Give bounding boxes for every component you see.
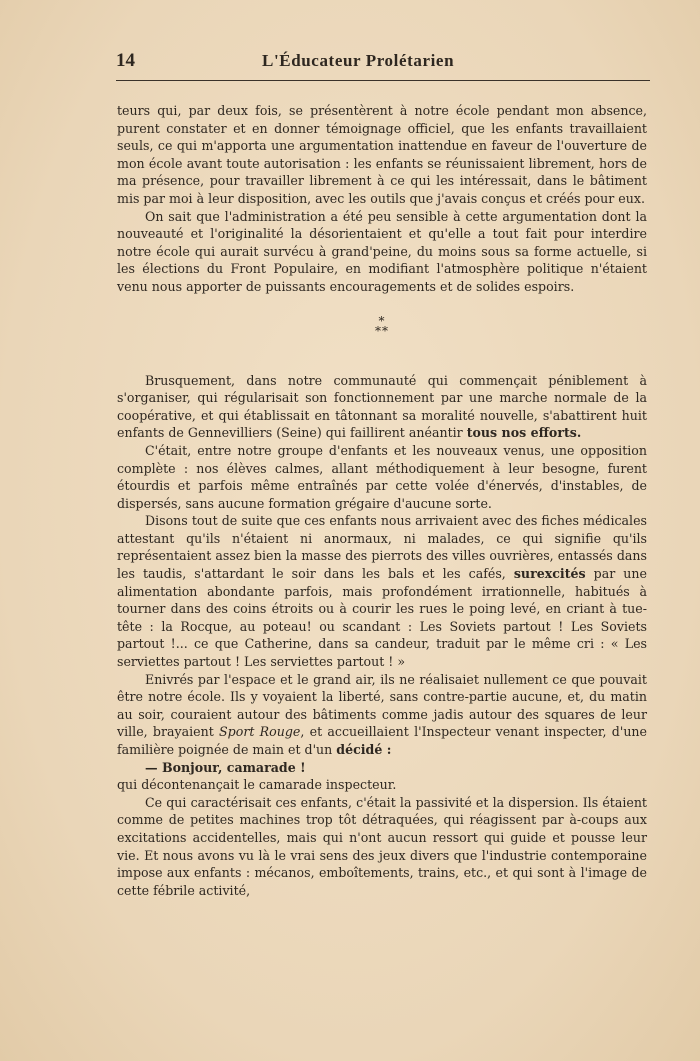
paragraph-6-bold: décidé : [336, 742, 392, 757]
paragraph-1: teurs qui, par deux fois, se présentèrent à notre école pendant mon absence, purent constater et en donner témoignage officiel, que les enfants travaillaient seuls, ce qui m'apporta une argumentation inattendue en faveur de l'ouverture de mon école avant toute autorisation : les enfants se réunissaient librement, hors de ma présence, pour travailler librement à ce qui les intéressait, dans le bâtiment mis par moi à leur disposition, avec les outils que j'avais conçus et créés pour eux. [117, 103, 647, 206]
journal-title: L'Éducateur Prolétarien [262, 51, 455, 70]
paragraph-8: qui décontenançait le camarade inspecteur. [117, 777, 397, 793]
paragraph-3-text: Brusquement, dans notre communauté qui commençait péniblement à s'organiser, qui régularisait son fonctionnement par une marche normale de la coopérative, et qui établissait en tâtonnant sa moralité nouvelle, s'abattirent huit enfants de Gennevilliers (Seine) qui faillirent anéantir [117, 372, 647, 441]
paragraph-4: C'était, entre notre groupe d'enfants et les nouveaux venus, une opposition complète : nos élèves calmes, allant méthodiquement à leur besogne, furent étourdis et parfois même entraînés par cette volée d'énervés, d'instables, de dispersés, sans aucune formation grégaire d'aucune sorte. [117, 442, 647, 511]
paragraph-6-text-a: Enivrés par l'espace et le grand air, ils ne réalisaiet nullement ce que pouvait être notre école. Ils y voyaient la liberté, sans contre-partie aucune, et, du matin au soir, couraient autour des bâtiments comme jadis autour des squares de leur ville, brayaient [117, 671, 647, 740]
separator-top-asterisk: * [378, 313, 386, 328]
section-separator [117, 313, 647, 338]
running-head [116, 50, 650, 81]
paragraph-6-text-b: , et accueillaient l'Inspecteur venant inspecter, d'une familière poignée de main et d'un [117, 724, 648, 757]
page-number: 14 [116, 50, 135, 71]
paragraph-6 [117, 671, 647, 759]
paragraph-6-italic: Sport Rouge [219, 724, 301, 740]
article-body [117, 102, 647, 899]
paragraph-5-text-b: par une alimentation abondante parfois, mais profondément irrationnelle, habitués à tourner dans des coins étroits ou à courir les rues le poing levé, en criant à tue-tête : la Rocque, au poteau! ou scandant : Les Soviets partout ! Les Soviets partout !... ce que Catherine, dans sa candeur, traduit par le même cri : « Les serviettes partout ! Les serviettes partout ! » [117, 566, 647, 670]
paragraph-3-bold: tous nos efforts. [466, 425, 582, 441]
paragraph-3 [117, 372, 647, 442]
separator-bottom-asterisks: ** [375, 323, 389, 338]
paragraph-7-greeting: — Bonjour, camarade ! [145, 759, 306, 775]
paragraph-5-bold: surexcités [513, 566, 586, 582]
paragraph-2: On sait que l'administration a été peu sensible à cette argumentation dont la nouveauté et l'originalité la désorientaient et qu'elle a tout fait pour interdire notre école qui aurait survécu à grand'peine, du moins sous sa forme actuelle, si les élections du Front Populaire, en modifiant l'atmosphère politique n'étaient venu nous apporter de puissants encouragements et de solides espoirs. [117, 208, 647, 294]
paragraph-5 [117, 512, 647, 670]
paragraph-9: Ce qui caractérisait ces enfants, c'était la passivité et la dispersion. Ils étaient comme de petites machines trop tôt détraquées, qui réagissent par à-coups aux excitations accidentelles, mais qui n'ont aucun ressort qui guide et pousse leur vie. Et nous avons vu là le vrai sens des jeux divers que l'industrie contemporaine impose aux enfants : mécanos, emboîtements, trains, etc., et qui sont à l'image de cette fébrile activité, [117, 794, 647, 898]
paragraph-5-text-a: Disons tout de suite que ces enfants nous arrivaient avec des fiches médicales attestant qu'ils n'étaient ni anormaux, ni malades, ce qui signifie qu'ils représentaient assez bien la masse des pierrots des villes ouvrières, entassés dans les taudis, s'attardant le soir dans les bals et les cafés, [117, 513, 647, 582]
